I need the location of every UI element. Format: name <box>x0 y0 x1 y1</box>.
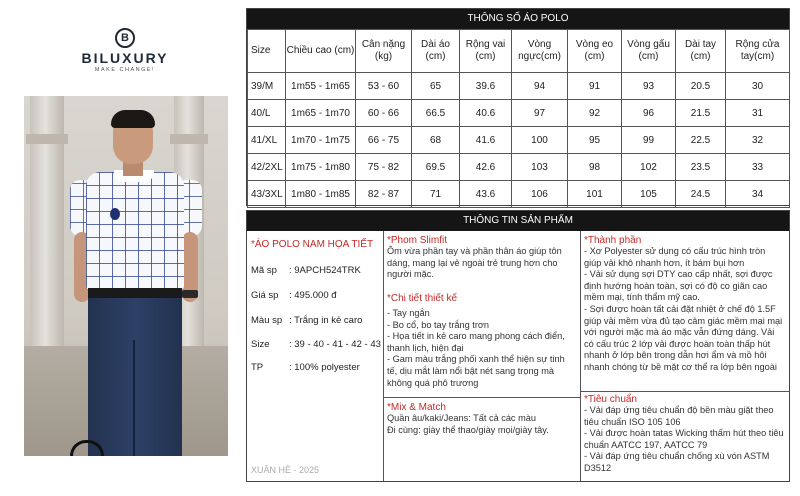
spec-header: Size <box>248 30 286 73</box>
season-label: XUÂN HÈ - 2025 <box>251 465 320 475</box>
table-cell: 66.5 <box>412 100 460 127</box>
table-cell: 24.5 <box>676 181 726 208</box>
product-photo <box>24 96 228 456</box>
table-cell: 98 <box>568 154 622 181</box>
section-text: Ôm vừa phần tay và phần thân áo giúp tôn dáng, mang lại vẻ ngoài trẻ trung hơn cho người mặc. <box>387 246 562 280</box>
product-info-title: THÔNG TIN SẢN PHẨM <box>247 211 789 231</box>
section-divider <box>384 397 580 398</box>
polo-shirt <box>86 172 184 290</box>
list-item: - Vải sử dụng sợi DTY cao cấp nhất, sợi được định hướng hoàn toàn, sợi có độ co giãn cao mềm mại, tính thẩm mỹ cao. <box>584 269 773 303</box>
size-spec-table <box>246 8 790 206</box>
table-cell: 39.6 <box>460 73 512 100</box>
table-cell: 39/M <box>248 73 286 100</box>
table-cell: 103 <box>512 154 568 181</box>
spec-header: Dài tay (cm) <box>676 30 726 73</box>
brand-name: BILUXURY <box>81 50 169 66</box>
section-title: *Mix & Match <box>387 402 446 413</box>
table-cell: 1m65 - 1m70 <box>286 100 356 127</box>
field-label: Giá sp <box>251 290 279 301</box>
spec-header: Rộng cửa tay(cm) <box>726 30 790 73</box>
section-title: *Tiêu chuẩn <box>584 394 637 405</box>
table-cell: 1m70 - 1m75 <box>286 127 356 154</box>
field-label: Size <box>251 339 270 350</box>
spec-header-row <box>248 30 790 73</box>
field-value: : 9APCH524TRK <box>289 265 361 276</box>
spec-header: Cân nặng (kg) <box>356 30 412 73</box>
spec-header: Vòng ngực(cm) <box>512 30 568 73</box>
spec-header: Vòng gấu (cm) <box>622 30 676 73</box>
field-value: : 100% polyester <box>289 362 360 373</box>
table-cell: 53 - 60 <box>356 73 412 100</box>
table-cell: 71 <box>412 181 460 208</box>
spec-header: Vòng eo (cm) <box>568 30 622 73</box>
model-hair <box>111 110 155 128</box>
table-cell: 30 <box>726 73 790 100</box>
table-cell: 41.6 <box>460 127 512 154</box>
table-cell: 100 <box>512 127 568 154</box>
table-cell: 40.6 <box>460 100 512 127</box>
shirt-logo-icon <box>110 208 120 220</box>
list-item: - Vải đáp ứng tiêu chuẩn chống xù vón ASTM D3512 <box>584 451 770 473</box>
pants-seam <box>133 340 135 456</box>
table-cell: 94 <box>512 73 568 100</box>
field-label: TP <box>251 362 264 373</box>
table-cell: 22.5 <box>676 127 726 154</box>
table-cell: 31 <box>726 100 790 127</box>
brand-tagline: MAKE CHANGE! <box>94 67 156 73</box>
table-cell: 23.5 <box>676 154 726 181</box>
table-cell: 1m75 - 1m80 <box>286 154 356 181</box>
list-item: giúp vải mềm vừa đủ tạo cảm giác mềm mại mại với người mặc mà áo mặc vẫn đứng dáng. Vải có cấu trúc 2 lớp vải được hoàn toàn thấp hút nhanh ở lớp bên trong dẫn hơi ẩm và mồ hôi nhanh chóng từ bề mặt cơ thể ra lớp bên ngoài <box>584 315 783 372</box>
fit-section <box>384 235 580 281</box>
table-cell: 82 - 87 <box>356 181 412 208</box>
table-cell: 1m55 - 1m65 <box>286 73 356 100</box>
mix-section <box>384 402 580 436</box>
section-title: *Phom Slimfit <box>387 235 448 246</box>
design-column <box>384 231 581 481</box>
spec-header: Rộng vai (cm) <box>460 30 512 73</box>
list-item: - Vải được hoàn tatas Wicking thấm hút theo tiêu chuẩn AATCC 197, AATCC 79 <box>584 428 784 450</box>
field-price <box>251 290 337 301</box>
table-cell: 93 <box>622 73 676 100</box>
table-cell: 106 <box>512 181 568 208</box>
brand-logo <box>70 28 180 73</box>
list-item: - Gam màu trắng phối xanh thể hiện sự tinh tế, dịu mắt làm nổi bật nét sang trọng mà không quá phô trương <box>387 354 565 388</box>
field-value: : 39 - 40 - 41 - 42 - 43 <box>289 339 381 350</box>
table-row <box>248 154 790 181</box>
list-item: - Họa tiết in kẻ caro mang phong cách điển, thanh lịch, hiện đại <box>387 331 565 353</box>
table-cell: 41/XL <box>248 127 286 154</box>
table-row <box>248 100 790 127</box>
table-cell: 43/3XL <box>248 181 286 208</box>
table-cell: 69.5 <box>412 154 460 181</box>
brand-mark-icon: B <box>115 28 135 48</box>
table-cell: 60 - 66 <box>356 100 412 127</box>
list-item: - Xơ Polyester sử dụng có cấu trúc hình tròn giúp vải khô nhanh hơn, ít bám bụi hơn <box>584 246 766 268</box>
model-pants <box>88 298 182 456</box>
field-value: : Trắng in kẻ caro <box>289 315 363 326</box>
table-cell: 40/L <box>248 100 286 127</box>
spec-header: Chiều cao (cm) <box>286 30 356 73</box>
table-cell: 21.5 <box>676 100 726 127</box>
table-cell: 20.5 <box>676 73 726 100</box>
list-item: Quần âu/kaki/Jeans: Tất cả các màu <box>387 413 536 423</box>
table-cell: 1m80 - 1m85 <box>286 181 356 208</box>
table-cell: 96 <box>622 100 676 127</box>
table-cell: 75 - 82 <box>356 154 412 181</box>
field-label: Màu sp <box>251 315 283 326</box>
list-item: - Tay ngắn <box>387 308 430 318</box>
list-item: - Bo cổ, bo tay trắng trơn <box>387 319 490 330</box>
table-row <box>248 127 790 154</box>
table-cell: 65 <box>412 73 460 100</box>
table-cell: 91 <box>568 73 622 100</box>
field-size <box>251 339 381 350</box>
table-cell: 99 <box>622 127 676 154</box>
field-material <box>251 362 360 373</box>
list-item: Đi cùng: giày thể thao/giày mọi/giày tây. <box>387 424 549 435</box>
model-figure <box>70 110 210 456</box>
field-code <box>251 265 361 276</box>
spec-header: Dài áo (cm) <box>412 30 460 73</box>
table-cell: 101 <box>568 181 622 208</box>
list-item: - Sợi được hoàn tất cải đặt nhiệt ở chế độ 1.5F <box>584 303 776 314</box>
product-info-panel <box>246 210 790 482</box>
material-section <box>581 235 789 374</box>
field-value: : 495.000 đ <box>289 290 337 301</box>
table-row <box>248 181 790 208</box>
section-divider <box>581 391 789 392</box>
table-cell: 97 <box>512 100 568 127</box>
table-cell: 43.6 <box>460 181 512 208</box>
model-belt <box>88 288 182 298</box>
standard-section <box>581 394 789 475</box>
table-cell: 92 <box>568 100 622 127</box>
detail-section <box>384 293 580 389</box>
table-cell: 33 <box>726 154 790 181</box>
table-cell: 95 <box>568 127 622 154</box>
field-label: Mã sp <box>251 265 277 276</box>
spec-grid <box>247 29 790 208</box>
section-title: *Chi tiết thiết kế <box>387 293 458 304</box>
table-cell: 32 <box>726 127 790 154</box>
section-title: *Thành phần <box>584 235 642 246</box>
table-cell: 68 <box>412 127 460 154</box>
table-cell: 102 <box>622 154 676 181</box>
material-column <box>581 231 789 481</box>
field-color <box>251 315 362 326</box>
spec-table-title: THÔNG SỐ ÁO POLO <box>247 9 789 29</box>
table-cell: 105 <box>622 181 676 208</box>
table-row <box>248 73 790 100</box>
table-cell: 42/2XL <box>248 154 286 181</box>
product-basics-column <box>247 231 384 481</box>
table-cell: 42.6 <box>460 154 512 181</box>
product-name: *ÁO POLO NAM HỌA TIẾT <box>251 239 374 250</box>
table-cell: 34 <box>726 181 790 208</box>
watch-icon <box>182 290 198 298</box>
list-item: - Vải đáp ứng tiêu chuẩn độ bền màu giặt theo tiêu chuẩn ISO 105 106 <box>584 405 774 427</box>
table-cell: 66 - 75 <box>356 127 412 154</box>
